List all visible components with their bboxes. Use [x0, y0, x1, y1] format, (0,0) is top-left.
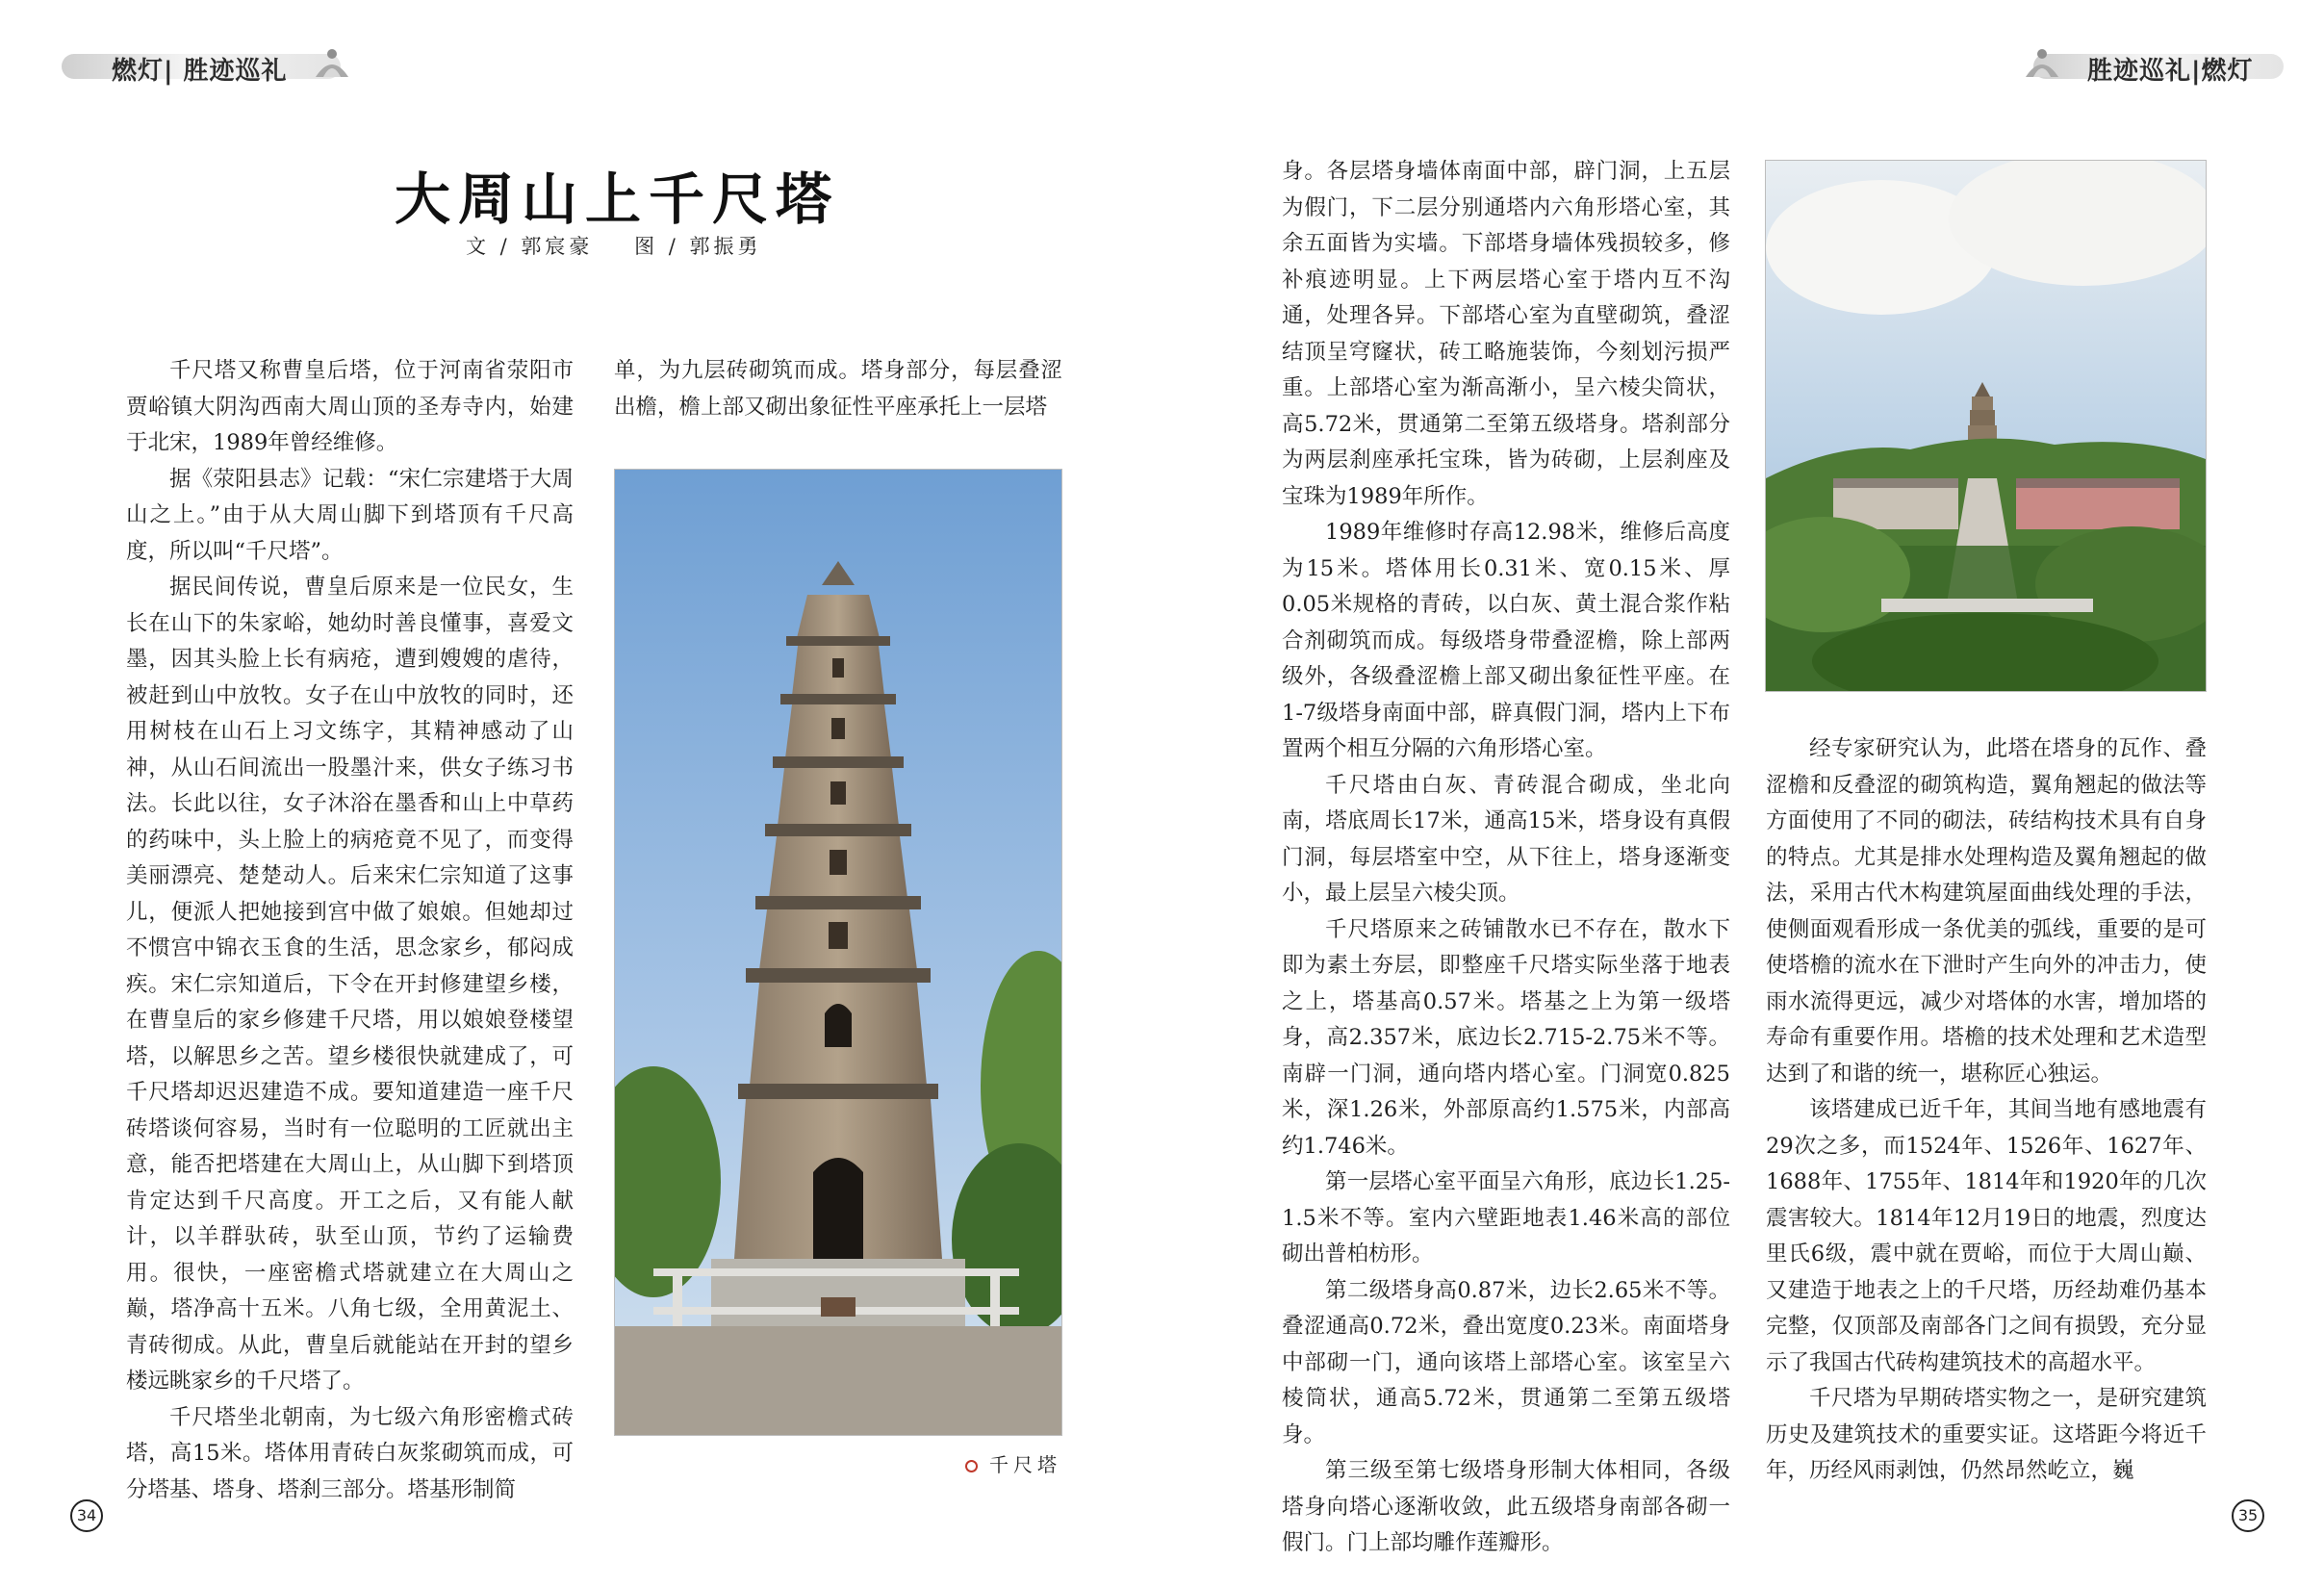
lotus-ornament-icon [310, 40, 354, 85]
caption-marker-icon [965, 1460, 978, 1472]
paragraph: 该塔建成已近千年，其间当地有感地震有29次之多，而1524年、1526年、1627年、1688年、1755年、1814年和1920年的几次震害较大。1814年12月19日的地震，烈度达里氏6级，震中就在贾峪，而位于大周山巅、又建造于地表之上的千尺塔，历经劫难仍基本完整，仅顶部及南部各门之间有损毁，充分显示了我国古代砖构建筑技术的高超水平。 [1766, 1097, 2207, 1375]
middle-text-column [614, 353, 1062, 425]
paragraph: 千尺塔原来之砖铺散水已不存在，散水下即为素土夯层，即整座千尺塔实际坐落于地表之上，塔基高0.57米。塔基之上为第一级塔身，高2.357米，底边长2.715-2.75米不等。南辟一门洞，通向塔内塔心室。门洞宽0.825米，深1.26米，外部原高约1.575米，内部高约1.746米。 [1282, 916, 1730, 1159]
paragraph: 单，为九层砖砌筑而成。塔身部分，每层叠涩出檐，檐上部又砌出象征性平座承托上一层塔 [614, 358, 1062, 420]
pagoda-photo [614, 469, 1062, 1436]
caption-text: 千尺塔 [989, 1453, 1061, 1476]
article-title: 大周山上千尺塔 [395, 166, 840, 232]
left-text-column [126, 353, 574, 1508]
lotus-ornament-icon [2020, 40, 2064, 85]
header-section-label: 胜迹巡礼|燃灯 [2087, 57, 2254, 86]
pagoda-image [615, 470, 1061, 1435]
right-text-column-1 [1282, 154, 1730, 1562]
header-section-label: 燃灯| 胜迹巡礼 [112, 57, 288, 86]
paragraph: 第二级塔身高0.87米，边长2.65米不等。叠涩通高0.72米，叠出宽度0.23米。南面塔身中部砌一门，通向该塔上部塔心室。该室呈六棱筒状，通高5.72米，贯通第二至第五级塔身。 [1282, 1277, 1730, 1447]
paragraph: 千尺塔又称曹皇后塔，位于河南省荥阳市贾峪镇大阴沟西南大周山顶的圣寿寺内，始建于北宋，1989年曾经维修。 [126, 358, 574, 455]
paragraph: 据民间传说，曹皇后原来是一位民女，生长在山下的朱家峪，她幼时善良懂事，喜爱文墨，因其头脸上长有病疮，遭到嫂嫂的虐待，被赶到山中放牧。女子在山中放牧的同时，还用树枝在山石上习文练字，其精神感动了山神，从山石间流出一股墨汁来，供女子练习书法。长此以往，女子沐浴在墨香和山上中草药的药味中，头上脸上的病疮竟不见了，而变得美丽漂亮、楚楚动人。后来宋仁宗知道了这事儿，便派人把她接到宫中做了娘娘。但她却过不惯宫中锦衣玉食的生活，思念家乡，郁闷成疾。宋仁宗知道后，下令在开封修建望乡楼，在曹皇后的家乡修建千尺塔，用以娘娘登楼望塔，以解思乡之苦。望乡楼很快就建成了，可千尺塔却迟迟建造不成。要知道建造一座千尺砖塔谈何容易，当时有一位聪明的工匠就出主意，能否把塔建在大周山上，从山脚下到塔顶肯定达到千尺高度。开工之后，又有能人献计，以羊群驮砖，驮至山顶，节约了运输费用。很快，一座密檐式塔就建立在大周山之巅，塔净高十五米。八角七级，全用黄泥土、青砖彻成。从此，曹皇后就能站在开封的望乡楼远眺家乡的千尺塔了。 [126, 575, 574, 1394]
page-number-left: 34 [70, 1499, 103, 1532]
hilltop-image [1766, 161, 2206, 691]
paragraph: 经专家研究认为，此塔在塔身的瓦作、叠涩檐和反叠涩的砌筑构造，翼角翘起的做法等方面使用了不同的砌法，砖结构技术具有自身的特点。尤其是排水处理构造及翼角翘起的做法，采用古代木构建筑屋面曲线处理的手法，使侧面观看形成一条优美的弧线，重要的是可使塔檐的流水在下泄时产生向外的冲击力，使雨水流得更远，减少对塔体的水害，增加塔的寿命有重要作用。塔檐的技术处理和艺术造型达到了和谐的统一，堪称匠心独运。 [1766, 736, 2207, 1087]
paragraph: 千尺塔为早期砖塔实物之一，是研究建筑历史及建筑技术的重要实证。这塔距今将近千年，历经风雨剥蚀，仍然昂然屹立，巍 [1766, 1386, 2207, 1483]
article-byline: 文 / 郭宸豪 图 / 郭振勇 [466, 235, 762, 258]
paragraph: 第三级至第七级塔身形制大体相同，各级塔身向塔心逐渐收敛，此五级塔身南部各砌一假门。门上部均雕作莲瓣形。 [1282, 1458, 1730, 1555]
paragraph: 据《荥阳县志》记载：“宋仁宗建塔于大周山之上。”由于从大周山脚下到塔顶有千尺高度，所以叫“千尺塔”。 [126, 466, 574, 564]
right-page [1162, 0, 2324, 1587]
right-text-column-2 [1766, 731, 2207, 1490]
page-number-right: 35 [2232, 1499, 2264, 1532]
paragraph: 千尺塔由白灰、青砖混合砌成，坐北向南，塔底周长17米，通高15米，塔身设有真假门洞，每层塔室中空，从下往上，塔身逐渐变小，最上层呈六棱尖顶。 [1282, 772, 1730, 906]
hilltop-photo [1765, 160, 2207, 692]
paragraph: 身。各层塔身墙体南面中部，辟门洞，上五层为假门，下二层分别通塔内六角形塔心室，其余五面皆为实墙。下部塔身墙体残损较多，修补痕迹明显。上下两层塔心室于塔内互不沟通，处理各异。下部塔心室为直壁砌筑，叠涩结顶呈穹窿状，砖工略施装饰，今刻划污损严重。上部塔心室为渐高渐小，呈六棱尖筒状，高5.72米，贯通第二至第五级塔身。塔刹部分为两层刹座承托宝珠，皆为砖砌，上层刹座及宝珠为1989年所作。 [1282, 159, 1730, 509]
header-right [2033, 40, 2284, 87]
paragraph: 1989年维修时存高12.98米，维修后高度为15米。塔体用长0.31米、宽0.15米、厚0.05米规格的青砖，以白灰、黄土混合浆作粘合剂砌筑而成。每级塔身带叠涩檐，除上部两级外，各级叠涩檐上部又砌出象征性平座。在1-7级塔身南面中部，辟真假门洞，塔内上下布置两个相互分隔的六角形塔心室。 [1282, 520, 1730, 761]
photo-caption [965, 1449, 1061, 1477]
paragraph: 千尺塔坐北朝南，为七级六角形密檐式砖塔，高15米。塔体用青砖白灰浆砌筑而成，可分塔基、塔身、塔刹三部分。塔基形制简 [126, 1404, 574, 1502]
header-left [62, 40, 341, 87]
paragraph: 第一层塔心室平面呈六角形，底边长1.25-1.5米不等。室内六壁距地表1.46米高的部位砌出普柏枋形。 [1282, 1169, 1730, 1267]
